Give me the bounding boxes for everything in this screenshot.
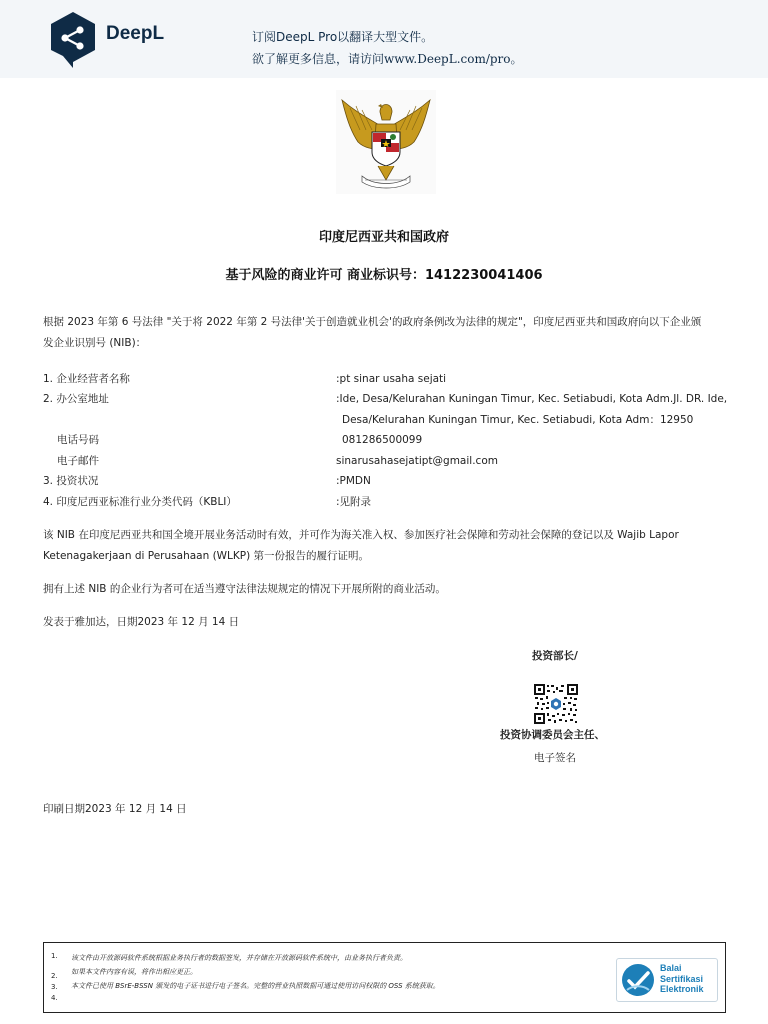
print-date: 印刷日期2023 年 12 月 14 日 [43,803,187,815]
deepl-logo-text[interactable]: DeepL [106,23,165,44]
document-title: 印度尼西亚共和国政府 [318,230,449,245]
issued-date: 发表于雅加达，日期2023 年 12 月 14 日 [43,616,240,628]
footnote-text: 该文件由开放源码软件系统根据业务执行者的数据签发，并存储在开放源码软件系统中，由业务执行者负责。 [71,954,407,962]
banner-info-text [252,50,523,67]
holder-paragraph: 拥有上述 NIB 的企业行为者可在适当遵守法律法规规定的情况下开展所附的商业活动。 [43,583,446,595]
bsre-shield-icon [621,963,655,997]
footnote-text: 本文件已使用 BSrE-BSSN 颁发的电子证书进行电子签名。完整的营业执照数据可通过使用访问权限的 OSS 系统获取。 [71,982,440,990]
intro-paragraph [43,312,727,354]
intro-line-1: 根据 2023 年第 6 号法律 "关于将 2022 年第 2 号法律'关于创造就业机会'的政府条例改为法律的规定"，印度尼西亚共和国政府向以下企业颁 [43,316,702,328]
email-value: sinarusahasejatipt@gmail.com [336,455,498,467]
field-2-value: :Ide, Desa/Kelurahan Kuningan Timur, Kec. Setiabudi, Kota Adm.Jl. DR. Ide, [336,393,728,405]
minister-title: 投资部长/ [532,650,578,662]
field-2-label: 2. 办公室地址 [43,393,109,405]
document-subtitle: 基于风险的商业许可 商业标识号：1412230041406 [225,268,543,283]
bsre-text [660,963,704,995]
validity-line-1: 该 NIB 在印度尼西亚共和国全境开展业务活动时有效，并可作为海关准入权、参加医疗社会保障和劳动社会保障的登记以及 Wajib Lapor [43,529,679,541]
footnote-number: 4. [51,994,58,1002]
phone-label: 电话号码 [57,434,99,446]
chairman-title: 投资协调委员会主任、 [500,729,605,741]
bsre-line-1: Balai [660,963,682,973]
field-1-value: :pt sinar usaha sejati [336,373,447,385]
banner-subscribe-text: 订阅DeepL Pro以翻译大型文件。 [252,30,434,44]
field-3-label: 3. 投资状况 [43,475,99,487]
footnote-number: 3. [51,983,58,991]
field-4-label: 4. 印度尼西亚标准行业分类代码（KBLI） [43,496,237,508]
field-3-value: :PMDN [336,475,371,487]
field-1-label: 1. 企业经营者名称 [43,373,130,385]
deepl-pro-link[interactable]: www.DeepL.com/pro [384,52,511,66]
phone-value: 081286500099 [342,434,423,446]
bsre-line-3: Elektronik [660,984,704,994]
footnote-text: 如果本文件内容有误，将作出相应更正。 [71,968,197,976]
footnotes-box [43,942,726,1013]
banner-info-prefix: 欲了解更多信息，请访问 [252,52,385,66]
field-4-value: :见附录 [336,496,372,508]
qr-code-icon [533,683,579,725]
validity-paragraph [43,525,727,567]
email-label: 电子邮件 [57,455,99,467]
bsre-logo [616,958,718,1002]
footnote-number: 2. [51,972,58,980]
field-2-value-cont: Desa/Kelurahan Kuningan Timur, Kec. Setiabudi, Kota Adm：12950 [342,414,694,426]
electronic-signature-label: 电子签名 [534,752,576,764]
bsre-line-2: Sertifikasi [660,973,704,984]
footnote-number: 1. [51,952,58,960]
intro-line-2: 发企业识别号 (NIB)： [43,337,147,349]
garuda-emblem-icon [336,90,436,194]
banner-info-suffix: 。 [510,52,523,66]
deepl-logo-icon[interactable] [47,10,99,68]
deepl-banner [0,0,768,78]
validity-line-2: Ketenagakerjaan di Perusahaan (WLKP) 第一份报告的履行证明。 [43,550,370,562]
